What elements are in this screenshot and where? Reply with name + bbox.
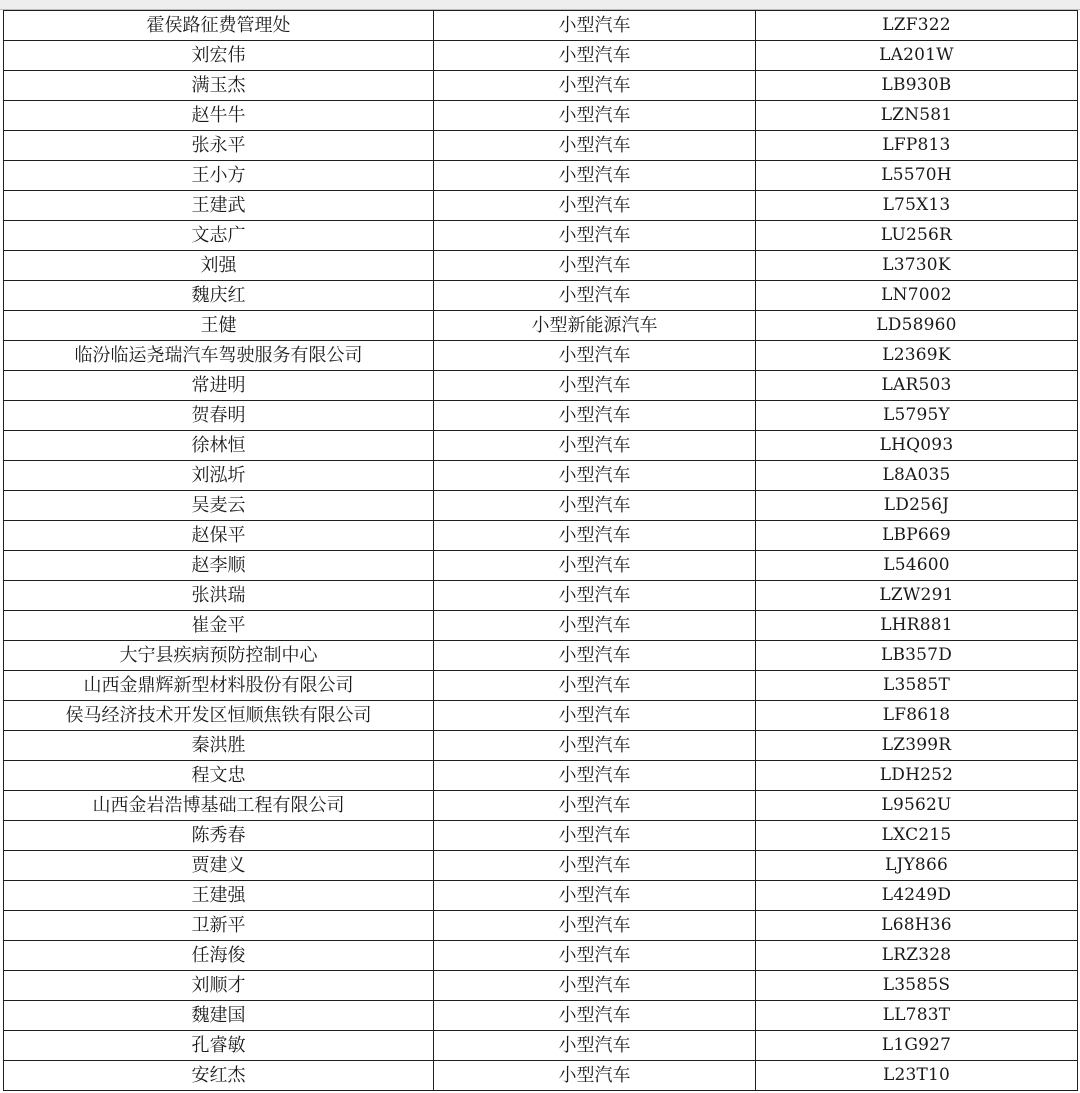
table-row <box>4 161 1078 191</box>
plate-number-cell: LU256R <box>756 221 1078 251</box>
plate-number-cell: L5570H <box>756 161 1078 191</box>
vehicle-type-cell: 小型汽车 <box>434 551 756 581</box>
plate-number-cell: L3585S <box>756 971 1078 1001</box>
table-row <box>4 431 1078 461</box>
table-row <box>4 401 1078 431</box>
plate-number-cell: LBP669 <box>756 521 1078 551</box>
owner-name-cell: 王建武 <box>4 191 434 221</box>
table-row <box>4 851 1078 881</box>
vehicle-type-cell: 小型汽车 <box>434 671 756 701</box>
owner-name-cell: 常进明 <box>4 371 434 401</box>
plate-number-cell: L68H36 <box>756 911 1078 941</box>
plate-number-cell: LZF322 <box>756 11 1078 41</box>
table-row <box>4 191 1078 221</box>
vehicle-type-cell: 小型汽车 <box>434 251 756 281</box>
table-row <box>4 251 1078 281</box>
plate-number-cell: LJY866 <box>756 851 1078 881</box>
plate-number-cell: LZ399R <box>756 731 1078 761</box>
owner-name-cell: 陈秀春 <box>4 821 434 851</box>
table-row <box>4 11 1078 41</box>
table-row <box>4 941 1078 971</box>
owner-name-cell: 满玉杰 <box>4 71 434 101</box>
owner-name-cell: 张洪瑞 <box>4 581 434 611</box>
vehicle-type-cell: 小型汽车 <box>434 341 756 371</box>
table-row <box>4 731 1078 761</box>
vehicle-type-cell: 小型汽车 <box>434 101 756 131</box>
vehicle-type-cell: 小型汽车 <box>434 1061 756 1091</box>
vehicle-type-cell: 小型汽车 <box>434 791 756 821</box>
plate-number-cell: L3585T <box>756 671 1078 701</box>
plate-number-cell: L2369K <box>756 341 1078 371</box>
plate-number-cell: LFP813 <box>756 131 1078 161</box>
vehicle-type-cell: 小型汽车 <box>434 971 756 1001</box>
table-row <box>4 581 1078 611</box>
owner-name-cell: 赵牛牛 <box>4 101 434 131</box>
plate-number-cell: LD58960 <box>756 311 1078 341</box>
plate-number-cell: LF8618 <box>756 701 1078 731</box>
owner-name-cell: 程文忠 <box>4 761 434 791</box>
owner-name-cell: 张永平 <box>4 131 434 161</box>
table-row <box>4 1061 1078 1091</box>
vehicle-type-cell: 小型汽车 <box>434 911 756 941</box>
vehicle-type-cell: 小型汽车 <box>434 371 756 401</box>
table-row <box>4 761 1078 791</box>
vehicle-type-cell: 小型汽车 <box>434 1001 756 1031</box>
table-row <box>4 641 1078 671</box>
owner-name-cell: 魏庆红 <box>4 281 434 311</box>
vehicle-type-cell: 小型汽车 <box>434 641 756 671</box>
vehicle-registration-table <box>3 10 1078 1091</box>
table-row <box>4 1001 1078 1031</box>
plate-number-cell: LL783T <box>756 1001 1078 1031</box>
vehicle-type-cell: 小型汽车 <box>434 191 756 221</box>
owner-name-cell: 崔金平 <box>4 611 434 641</box>
owner-name-cell: 魏建国 <box>4 1001 434 1031</box>
table-row <box>4 881 1078 911</box>
owner-name-cell: 秦洪胜 <box>4 731 434 761</box>
owner-name-cell: 徐林恒 <box>4 431 434 461</box>
plate-number-cell: LD256J <box>756 491 1078 521</box>
owner-name-cell: 大宁县疾病预防控制中心 <box>4 641 434 671</box>
owner-name-cell: 卫新平 <box>4 911 434 941</box>
table-row <box>4 371 1078 401</box>
owner-name-cell: 赵李顺 <box>4 551 434 581</box>
vehicle-type-cell: 小型汽车 <box>434 401 756 431</box>
plate-number-cell: LA201W <box>756 41 1078 71</box>
owner-name-cell: 刘顺才 <box>4 971 434 1001</box>
vehicle-type-cell: 小型汽车 <box>434 131 756 161</box>
owner-name-cell: 贾建义 <box>4 851 434 881</box>
plate-number-cell: L3730K <box>756 251 1078 281</box>
owner-name-cell: 吴麦云 <box>4 491 434 521</box>
vehicle-type-cell: 小型汽车 <box>434 461 756 491</box>
vehicle-type-cell: 小型新能源汽车 <box>434 311 756 341</box>
owner-name-cell: 王健 <box>4 311 434 341</box>
owner-name-cell: 刘强 <box>4 251 434 281</box>
table-row <box>4 41 1078 71</box>
table-row <box>4 221 1078 251</box>
vehicle-type-cell: 小型汽车 <box>434 1031 756 1061</box>
vehicle-table-container <box>3 10 1078 1091</box>
table-row <box>4 791 1078 821</box>
table-row <box>4 71 1078 101</box>
owner-name-cell: 临汾临运尧瑞汽车驾驶服务有限公司 <box>4 341 434 371</box>
vehicle-type-cell: 小型汽车 <box>434 581 756 611</box>
vehicle-type-cell: 小型汽车 <box>434 851 756 881</box>
plate-number-cell: L75X13 <box>756 191 1078 221</box>
table-row <box>4 971 1078 1001</box>
vehicle-type-cell: 小型汽车 <box>434 41 756 71</box>
vehicle-type-cell: 小型汽车 <box>434 611 756 641</box>
plate-number-cell: LZW291 <box>756 581 1078 611</box>
vehicle-type-cell: 小型汽车 <box>434 521 756 551</box>
table-row <box>4 491 1078 521</box>
table-row <box>4 701 1078 731</box>
owner-name-cell: 贺春明 <box>4 401 434 431</box>
vehicle-type-cell: 小型汽车 <box>434 941 756 971</box>
owner-name-cell: 孔睿敏 <box>4 1031 434 1061</box>
plate-number-cell: L4249D <box>756 881 1078 911</box>
owner-name-cell: 刘宏伟 <box>4 41 434 71</box>
plate-number-cell: L54600 <box>756 551 1078 581</box>
cropped-header-strip <box>0 0 1080 10</box>
plate-number-cell: LRZ328 <box>756 941 1078 971</box>
table-row <box>4 911 1078 941</box>
plate-number-cell: LZN581 <box>756 101 1078 131</box>
vehicle-type-cell: 小型汽车 <box>434 161 756 191</box>
table-row <box>4 1031 1078 1061</box>
owner-name-cell: 山西金鼎辉新型材料股份有限公司 <box>4 671 434 701</box>
vehicle-type-cell: 小型汽车 <box>434 881 756 911</box>
plate-number-cell: L1G927 <box>756 1031 1078 1061</box>
owner-name-cell: 霍侯路征费管理处 <box>4 11 434 41</box>
plate-number-cell: L23T10 <box>756 1061 1078 1091</box>
plate-number-cell: L5795Y <box>756 401 1078 431</box>
vehicle-type-cell: 小型汽车 <box>434 71 756 101</box>
table-row <box>4 341 1078 371</box>
owner-name-cell: 刘泓圻 <box>4 461 434 491</box>
vehicle-type-cell: 小型汽车 <box>434 761 756 791</box>
table-row <box>4 131 1078 161</box>
vehicle-type-cell: 小型汽车 <box>434 821 756 851</box>
plate-number-cell: LDH252 <box>756 761 1078 791</box>
vehicle-type-cell: 小型汽车 <box>434 491 756 521</box>
owner-name-cell: 任海俊 <box>4 941 434 971</box>
table-row <box>4 821 1078 851</box>
plate-number-cell: LB930B <box>756 71 1078 101</box>
plate-number-cell: L8A035 <box>756 461 1078 491</box>
owner-name-cell: 王小方 <box>4 161 434 191</box>
table-row <box>4 551 1078 581</box>
table-row <box>4 671 1078 701</box>
plate-number-cell: L9562U <box>756 791 1078 821</box>
owner-name-cell: 文志广 <box>4 221 434 251</box>
plate-number-cell: LAR503 <box>756 371 1078 401</box>
plate-number-cell: LXC215 <box>756 821 1078 851</box>
plate-number-cell: LHQ093 <box>756 431 1078 461</box>
table-row <box>4 521 1078 551</box>
plate-number-cell: LHR881 <box>756 611 1078 641</box>
vehicle-table-body <box>4 11 1078 1091</box>
owner-name-cell: 侯马经济技术开发区恒顺焦铁有限公司 <box>4 701 434 731</box>
table-row <box>4 281 1078 311</box>
owner-name-cell: 安红杰 <box>4 1061 434 1091</box>
vehicle-type-cell: 小型汽车 <box>434 281 756 311</box>
owner-name-cell: 山西金岩浩博基础工程有限公司 <box>4 791 434 821</box>
vehicle-type-cell: 小型汽车 <box>434 11 756 41</box>
table-row <box>4 611 1078 641</box>
vehicle-type-cell: 小型汽车 <box>434 731 756 761</box>
vehicle-type-cell: 小型汽车 <box>434 221 756 251</box>
owner-name-cell: 赵保平 <box>4 521 434 551</box>
vehicle-type-cell: 小型汽车 <box>434 701 756 731</box>
table-row <box>4 461 1078 491</box>
table-row <box>4 311 1078 341</box>
plate-number-cell: LN7002 <box>756 281 1078 311</box>
plate-number-cell: LB357D <box>756 641 1078 671</box>
vehicle-type-cell: 小型汽车 <box>434 431 756 461</box>
table-row <box>4 101 1078 131</box>
owner-name-cell: 王建强 <box>4 881 434 911</box>
